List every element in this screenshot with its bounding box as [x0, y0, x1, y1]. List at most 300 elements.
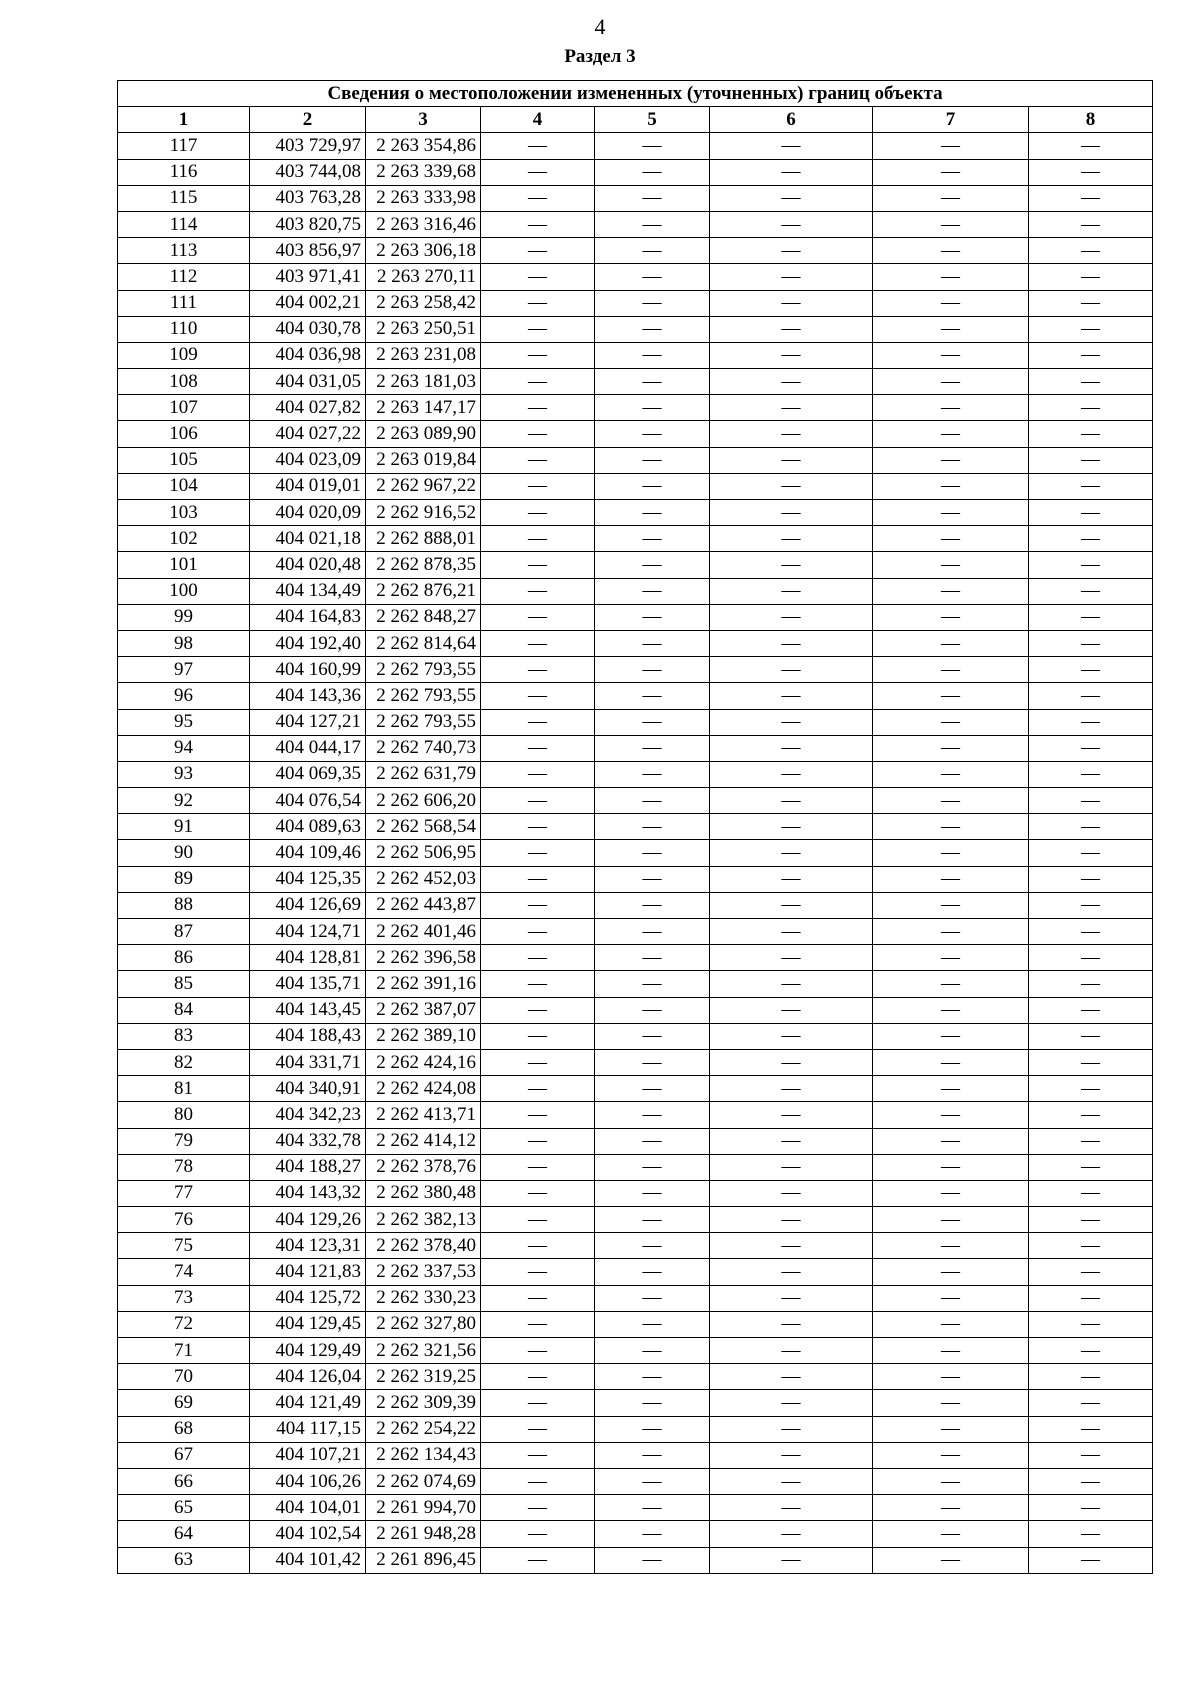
point-number-cell: 93: [118, 761, 250, 787]
x-coordinate-cell: 404 126,69: [250, 892, 366, 918]
x-coordinate-cell: 403 820,75: [250, 211, 366, 237]
point-number-cell: 117: [118, 133, 250, 159]
empty-value-cell: —: [595, 290, 710, 316]
table-row: [118, 473, 1153, 499]
empty-value-cell: —: [873, 997, 1029, 1023]
empty-value-cell: —: [481, 1233, 595, 1259]
empty-value-cell: —: [710, 238, 873, 264]
point-number-cell: 75: [118, 1233, 250, 1259]
empty-value-cell: —: [481, 1338, 595, 1364]
point-number-cell: 110: [118, 316, 250, 342]
y-coordinate-cell: 2 262 414,12: [366, 1128, 481, 1154]
point-number-cell: 90: [118, 840, 250, 866]
empty-value-cell: —: [595, 814, 710, 840]
table-row: [118, 211, 1153, 237]
y-coordinate-cell: 2 262 452,03: [366, 866, 481, 892]
empty-value-cell: —: [873, 316, 1029, 342]
point-number-cell: 114: [118, 211, 250, 237]
empty-value-cell: —: [595, 1390, 710, 1416]
empty-value-cell: —: [481, 552, 595, 578]
empty-value-cell: —: [481, 447, 595, 473]
empty-value-cell: —: [595, 1495, 710, 1521]
x-coordinate-cell: 404 102,54: [250, 1521, 366, 1547]
x-coordinate-cell: 404 135,71: [250, 971, 366, 997]
empty-value-cell: —: [1029, 500, 1153, 526]
table-row: [118, 578, 1153, 604]
x-coordinate-cell: 403 971,41: [250, 264, 366, 290]
empty-value-cell: —: [873, 604, 1029, 630]
x-coordinate-cell: 404 109,46: [250, 840, 366, 866]
y-coordinate-cell: 2 263 250,51: [366, 316, 481, 342]
empty-value-cell: —: [481, 1547, 595, 1573]
empty-value-cell: —: [481, 369, 595, 395]
x-coordinate-cell: 404 188,43: [250, 1023, 366, 1049]
x-coordinate-cell: 403 856,97: [250, 238, 366, 264]
point-number-cell: 105: [118, 447, 250, 473]
empty-value-cell: —: [1029, 971, 1153, 997]
point-number-cell: 63: [118, 1547, 250, 1573]
empty-value-cell: —: [481, 473, 595, 499]
table-row: [118, 1233, 1153, 1259]
point-number-cell: 70: [118, 1364, 250, 1390]
empty-value-cell: —: [710, 578, 873, 604]
y-coordinate-cell: 2 262 424,08: [366, 1076, 481, 1102]
y-coordinate-cell: 2 263 019,84: [366, 447, 481, 473]
x-coordinate-cell: 404 030,78: [250, 316, 366, 342]
empty-value-cell: —: [710, 290, 873, 316]
point-number-cell: 78: [118, 1154, 250, 1180]
y-coordinate-cell: 2 263 333,98: [366, 185, 481, 211]
empty-value-cell: —: [1029, 1416, 1153, 1442]
empty-value-cell: —: [710, 1180, 873, 1206]
point-number-cell: 106: [118, 421, 250, 447]
empty-value-cell: —: [481, 1495, 595, 1521]
empty-value-cell: —: [481, 945, 595, 971]
empty-value-cell: —: [481, 1521, 595, 1547]
point-number-cell: 72: [118, 1311, 250, 1337]
point-number-cell: 99: [118, 604, 250, 630]
empty-value-cell: —: [710, 421, 873, 447]
y-coordinate-cell: 2 262 389,10: [366, 1023, 481, 1049]
empty-value-cell: —: [481, 1180, 595, 1206]
y-coordinate-cell: 2 262 327,80: [366, 1311, 481, 1337]
empty-value-cell: —: [1029, 866, 1153, 892]
empty-value-cell: —: [873, 1076, 1029, 1102]
empty-value-cell: —: [1029, 1180, 1153, 1206]
x-coordinate-cell: 404 332,78: [250, 1128, 366, 1154]
x-coordinate-cell: 404 160,99: [250, 657, 366, 683]
empty-value-cell: —: [481, 683, 595, 709]
empty-value-cell: —: [481, 526, 595, 552]
empty-value-cell: —: [595, 1259, 710, 1285]
point-number-cell: 64: [118, 1521, 250, 1547]
empty-value-cell: —: [1029, 1023, 1153, 1049]
empty-value-cell: —: [873, 657, 1029, 683]
point-number-cell: 113: [118, 238, 250, 264]
table-row: [118, 1338, 1153, 1364]
table-row: [118, 526, 1153, 552]
table-row: [118, 290, 1153, 316]
empty-value-cell: —: [873, 761, 1029, 787]
y-coordinate-cell: 2 262 319,25: [366, 1364, 481, 1390]
empty-value-cell: —: [873, 892, 1029, 918]
column-header: 3: [366, 107, 481, 133]
empty-value-cell: —: [873, 1154, 1029, 1180]
empty-value-cell: —: [481, 1102, 595, 1128]
table-row: [118, 447, 1153, 473]
point-number-cell: 92: [118, 788, 250, 814]
empty-value-cell: —: [595, 919, 710, 945]
y-coordinate-cell: 2 261 948,28: [366, 1521, 481, 1547]
column-header: 4: [481, 107, 595, 133]
empty-value-cell: —: [873, 526, 1029, 552]
empty-value-cell: —: [710, 919, 873, 945]
empty-value-cell: —: [595, 316, 710, 342]
empty-value-cell: —: [873, 185, 1029, 211]
empty-value-cell: —: [873, 1233, 1029, 1259]
table-row: [118, 1102, 1153, 1128]
empty-value-cell: —: [873, 552, 1029, 578]
empty-value-cell: —: [481, 264, 595, 290]
point-number-cell: 101: [118, 552, 250, 578]
empty-value-cell: —: [595, 526, 710, 552]
empty-value-cell: —: [873, 1390, 1029, 1416]
point-number-cell: 107: [118, 395, 250, 421]
empty-value-cell: —: [1029, 1259, 1153, 1285]
empty-value-cell: —: [595, 709, 710, 735]
table-row: [118, 1023, 1153, 1049]
empty-value-cell: —: [481, 211, 595, 237]
empty-value-cell: —: [595, 735, 710, 761]
point-number-cell: 87: [118, 919, 250, 945]
y-coordinate-cell: 2 263 181,03: [366, 369, 481, 395]
empty-value-cell: —: [595, 840, 710, 866]
x-coordinate-cell: 404 342,23: [250, 1102, 366, 1128]
empty-value-cell: —: [1029, 526, 1153, 552]
point-number-cell: 112: [118, 264, 250, 290]
empty-value-cell: —: [481, 630, 595, 656]
empty-value-cell: —: [595, 657, 710, 683]
empty-value-cell: —: [595, 395, 710, 421]
empty-value-cell: —: [595, 369, 710, 395]
empty-value-cell: —: [1029, 185, 1153, 211]
empty-value-cell: —: [595, 630, 710, 656]
table-row: [118, 395, 1153, 421]
empty-value-cell: —: [873, 500, 1029, 526]
empty-value-cell: —: [710, 1128, 873, 1154]
empty-value-cell: —: [595, 971, 710, 997]
y-coordinate-cell: 2 263 306,18: [366, 238, 481, 264]
empty-value-cell: —: [1029, 395, 1153, 421]
empty-value-cell: —: [481, 892, 595, 918]
empty-value-cell: —: [710, 971, 873, 997]
empty-value-cell: —: [1029, 997, 1153, 1023]
empty-value-cell: —: [873, 1364, 1029, 1390]
empty-value-cell: —: [595, 264, 710, 290]
table-row: [118, 1390, 1153, 1416]
empty-value-cell: —: [595, 1102, 710, 1128]
point-number-cell: 115: [118, 185, 250, 211]
empty-value-cell: —: [1029, 840, 1153, 866]
empty-value-cell: —: [873, 1468, 1029, 1494]
empty-value-cell: —: [595, 238, 710, 264]
y-coordinate-cell: 2 262 396,58: [366, 945, 481, 971]
y-coordinate-cell: 2 263 339,68: [366, 159, 481, 185]
empty-value-cell: —: [595, 683, 710, 709]
x-coordinate-cell: 404 123,31: [250, 1233, 366, 1259]
empty-value-cell: —: [1029, 1390, 1153, 1416]
y-coordinate-cell: 2 262 134,43: [366, 1442, 481, 1468]
empty-value-cell: —: [873, 945, 1029, 971]
table-row: [118, 342, 1153, 368]
empty-value-cell: —: [595, 1442, 710, 1468]
table-row: [118, 1442, 1153, 1468]
y-coordinate-cell: 2 262 309,39: [366, 1390, 481, 1416]
empty-value-cell: —: [1029, 578, 1153, 604]
empty-value-cell: —: [595, 604, 710, 630]
empty-value-cell: —: [595, 1547, 710, 1573]
empty-value-cell: —: [481, 1285, 595, 1311]
empty-value-cell: —: [873, 1495, 1029, 1521]
empty-value-cell: —: [481, 709, 595, 735]
empty-value-cell: —: [1029, 238, 1153, 264]
empty-value-cell: —: [481, 814, 595, 840]
y-coordinate-cell: 2 262 814,64: [366, 630, 481, 656]
empty-value-cell: —: [710, 133, 873, 159]
x-coordinate-cell: 404 027,22: [250, 421, 366, 447]
table-row: [118, 604, 1153, 630]
point-number-cell: 83: [118, 1023, 250, 1049]
table-row: [118, 1259, 1153, 1285]
empty-value-cell: —: [1029, 604, 1153, 630]
point-number-cell: 69: [118, 1390, 250, 1416]
empty-value-cell: —: [710, 1468, 873, 1494]
table-row: [118, 1495, 1153, 1521]
empty-value-cell: —: [595, 578, 710, 604]
empty-value-cell: —: [873, 788, 1029, 814]
empty-value-cell: —: [1029, 945, 1153, 971]
empty-value-cell: —: [873, 1521, 1029, 1547]
x-coordinate-cell: 404 106,26: [250, 1468, 366, 1494]
table-row: [118, 840, 1153, 866]
empty-value-cell: —: [1029, 1285, 1153, 1311]
y-coordinate-cell: 2 262 878,35: [366, 552, 481, 578]
x-coordinate-cell: 403 763,28: [250, 185, 366, 211]
x-coordinate-cell: 404 134,49: [250, 578, 366, 604]
empty-value-cell: —: [710, 630, 873, 656]
point-number-cell: 98: [118, 630, 250, 656]
empty-value-cell: —: [710, 264, 873, 290]
y-coordinate-cell: 2 262 876,21: [366, 578, 481, 604]
y-coordinate-cell: 2 262 424,16: [366, 1049, 481, 1075]
column-header: 7: [873, 107, 1029, 133]
empty-value-cell: —: [595, 473, 710, 499]
empty-value-cell: —: [1029, 1207, 1153, 1233]
empty-value-cell: —: [595, 788, 710, 814]
x-coordinate-cell: 404 192,40: [250, 630, 366, 656]
empty-value-cell: —: [873, 1180, 1029, 1206]
empty-value-cell: —: [710, 814, 873, 840]
y-coordinate-cell: 2 262 740,73: [366, 735, 481, 761]
point-number-cell: 66: [118, 1468, 250, 1494]
table-row: [118, 159, 1153, 185]
empty-value-cell: —: [873, 814, 1029, 840]
empty-value-cell: —: [1029, 735, 1153, 761]
table-row: [118, 683, 1153, 709]
empty-value-cell: —: [481, 1311, 595, 1337]
table-row: [118, 369, 1153, 395]
empty-value-cell: —: [1029, 1102, 1153, 1128]
x-coordinate-cell: 404 036,98: [250, 342, 366, 368]
empty-value-cell: —: [1029, 1049, 1153, 1075]
empty-value-cell: —: [710, 866, 873, 892]
point-number-cell: 91: [118, 814, 250, 840]
y-coordinate-cell: 2 262 967,22: [366, 473, 481, 499]
empty-value-cell: —: [1029, 1547, 1153, 1573]
x-coordinate-cell: 404 044,17: [250, 735, 366, 761]
y-coordinate-cell: 2 262 254,22: [366, 1416, 481, 1442]
table-row: [118, 1207, 1153, 1233]
table-row: [118, 709, 1153, 735]
x-coordinate-cell: 404 164,83: [250, 604, 366, 630]
table-row: [118, 1547, 1153, 1573]
empty-value-cell: —: [481, 1416, 595, 1442]
empty-value-cell: —: [595, 1468, 710, 1494]
x-coordinate-cell: 404 124,71: [250, 919, 366, 945]
y-coordinate-cell: 2 262 413,71: [366, 1102, 481, 1128]
empty-value-cell: —: [481, 761, 595, 787]
y-coordinate-cell: 2 263 316,46: [366, 211, 481, 237]
y-coordinate-cell: 2 262 382,13: [366, 1207, 481, 1233]
empty-value-cell: —: [595, 1521, 710, 1547]
empty-value-cell: —: [481, 342, 595, 368]
point-number-cell: 104: [118, 473, 250, 499]
point-number-cell: 102: [118, 526, 250, 552]
table-row: [118, 552, 1153, 578]
empty-value-cell: —: [1029, 316, 1153, 342]
empty-value-cell: —: [1029, 1154, 1153, 1180]
x-coordinate-cell: 404 002,21: [250, 290, 366, 316]
table-row: [118, 971, 1153, 997]
table-row: [118, 1311, 1153, 1337]
x-coordinate-cell: 404 340,91: [250, 1076, 366, 1102]
point-number-cell: 116: [118, 159, 250, 185]
x-coordinate-cell: 404 076,54: [250, 788, 366, 814]
empty-value-cell: —: [873, 421, 1029, 447]
point-number-cell: 89: [118, 866, 250, 892]
x-coordinate-cell: 404 089,63: [250, 814, 366, 840]
empty-value-cell: —: [1029, 421, 1153, 447]
point-number-cell: 79: [118, 1128, 250, 1154]
table-row: [118, 1049, 1153, 1075]
empty-value-cell: —: [873, 264, 1029, 290]
x-coordinate-cell: 404 069,35: [250, 761, 366, 787]
empty-value-cell: —: [595, 1338, 710, 1364]
empty-value-cell: —: [873, 1128, 1029, 1154]
empty-value-cell: —: [481, 1442, 595, 1468]
x-coordinate-cell: 404 107,21: [250, 1442, 366, 1468]
point-number-cell: 82: [118, 1049, 250, 1075]
empty-value-cell: —: [873, 1259, 1029, 1285]
x-coordinate-cell: 404 129,45: [250, 1311, 366, 1337]
y-coordinate-cell: 2 263 089,90: [366, 421, 481, 447]
point-number-cell: 68: [118, 1416, 250, 1442]
empty-value-cell: —: [595, 500, 710, 526]
empty-value-cell: —: [1029, 761, 1153, 787]
empty-value-cell: —: [481, 1076, 595, 1102]
empty-value-cell: —: [710, 1259, 873, 1285]
empty-value-cell: —: [1029, 1521, 1153, 1547]
x-coordinate-cell: 404 143,36: [250, 683, 366, 709]
empty-value-cell: —: [1029, 1311, 1153, 1337]
table-row: [118, 1364, 1153, 1390]
point-number-cell: 85: [118, 971, 250, 997]
table-row: [118, 264, 1153, 290]
empty-value-cell: —: [595, 211, 710, 237]
empty-value-cell: —: [710, 1233, 873, 1259]
point-number-cell: 95: [118, 709, 250, 735]
empty-value-cell: —: [595, 159, 710, 185]
empty-value-cell: —: [481, 1049, 595, 1075]
empty-value-cell: —: [710, 1547, 873, 1573]
empty-value-cell: —: [873, 1207, 1029, 1233]
empty-value-cell: —: [710, 683, 873, 709]
empty-value-cell: —: [1029, 788, 1153, 814]
empty-value-cell: —: [1029, 1233, 1153, 1259]
empty-value-cell: —: [873, 1049, 1029, 1075]
empty-value-cell: —: [710, 526, 873, 552]
y-coordinate-cell: 2 262 793,55: [366, 657, 481, 683]
empty-value-cell: —: [1029, 211, 1153, 237]
y-coordinate-cell: 2 261 994,70: [366, 1495, 481, 1521]
table-row: [118, 500, 1153, 526]
x-coordinate-cell: 404 023,09: [250, 447, 366, 473]
empty-value-cell: —: [710, 552, 873, 578]
y-coordinate-cell: 2 262 401,46: [366, 919, 481, 945]
x-coordinate-cell: 404 143,32: [250, 1180, 366, 1206]
empty-value-cell: —: [1029, 814, 1153, 840]
y-coordinate-cell: 2 262 848,27: [366, 604, 481, 630]
point-number-cell: 96: [118, 683, 250, 709]
empty-value-cell: —: [481, 1390, 595, 1416]
empty-value-cell: —: [481, 657, 595, 683]
y-coordinate-cell: 2 262 330,23: [366, 1285, 481, 1311]
table-row: [118, 1128, 1153, 1154]
column-header: 6: [710, 107, 873, 133]
y-coordinate-cell: 2 262 380,48: [366, 1180, 481, 1206]
empty-value-cell: —: [873, 1023, 1029, 1049]
empty-value-cell: —: [481, 866, 595, 892]
empty-value-cell: —: [481, 133, 595, 159]
table-row: [118, 735, 1153, 761]
point-number-cell: 77: [118, 1180, 250, 1206]
empty-value-cell: —: [595, 1180, 710, 1206]
y-coordinate-cell: 2 263 231,08: [366, 342, 481, 368]
point-number-cell: 71: [118, 1338, 250, 1364]
empty-value-cell: —: [710, 604, 873, 630]
empty-value-cell: —: [710, 1521, 873, 1547]
empty-value-cell: —: [595, 1233, 710, 1259]
empty-value-cell: —: [873, 1338, 1029, 1364]
point-number-cell: 111: [118, 290, 250, 316]
empty-value-cell: —: [710, 945, 873, 971]
empty-value-cell: —: [873, 578, 1029, 604]
empty-value-cell: —: [481, 997, 595, 1023]
empty-value-cell: —: [481, 421, 595, 447]
x-coordinate-cell: 404 101,42: [250, 1547, 366, 1573]
table-row: [118, 316, 1153, 342]
x-coordinate-cell: 404 121,49: [250, 1390, 366, 1416]
